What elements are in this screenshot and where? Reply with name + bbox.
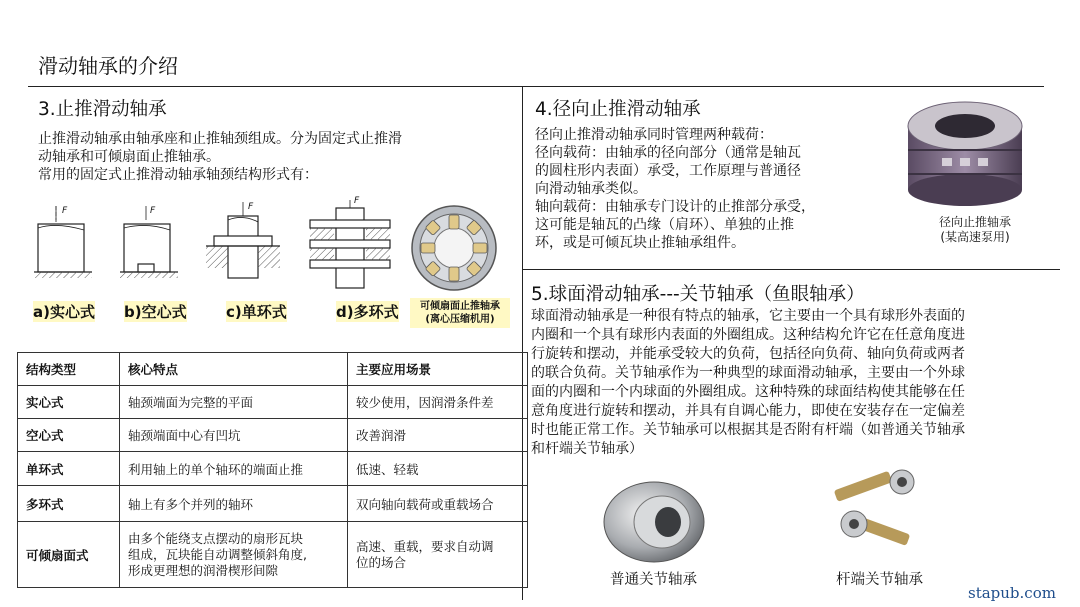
paragraph-line: 径向止推滑动轴承同时管理两种载荷：: [535, 127, 773, 143]
paragraph-line: 面的内圈和一个内球面的外圈组成。这种特殊的球面结构使其能够在任: [531, 384, 965, 400]
caption-tilting-pad: [410, 298, 510, 328]
section-5-title: 5.球面滑动轴承---关节轴承（鱼眼轴承）: [531, 284, 865, 305]
paragraph-line: 的圆柱形内表面）承受，工作原理与普通径: [535, 163, 801, 179]
journal-type-table: [17, 352, 528, 588]
cell-line: 位的场合: [356, 554, 407, 570]
paragraph-line: 的联合负荷。关节轴承作为一种典型的球面滑动轴承，主要由一个外球: [531, 365, 965, 381]
section-5-paragraph: [531, 307, 1061, 459]
caption-line: 可倾扇面止推轴承: [420, 301, 500, 312]
type-cell: 实心式: [18, 386, 120, 419]
radial-thrust-bearing-image: [902, 92, 1028, 210]
header-cell: 核心特点: [120, 353, 348, 386]
rod-end-bearing-image: [824, 468, 944, 566]
section-4-paragraph: [535, 126, 885, 252]
caption-hollow: b)空心式: [124, 303, 187, 321]
table-row: [18, 452, 528, 486]
caption-solid: a)实心式: [33, 303, 95, 321]
thrust-journal-diagrams: [28, 200, 408, 294]
paragraph-line: 动轴承和可倾扇面止推轴承。: [38, 149, 220, 165]
type-cell: 多环式: [18, 486, 120, 522]
paragraph-line: 常用的固定式止推滑动轴承轴颈结构形式有：: [38, 167, 318, 183]
feature-cell: 轴上有多个并列的轴环: [120, 486, 348, 522]
table-row: [18, 522, 528, 588]
rod-end-bearing-caption: 杆端关节轴承: [836, 572, 923, 588]
page-title: 滑动轴承的介绍: [38, 54, 178, 78]
paragraph-line: 环，或是可倾瓦块止推轴承组件。: [535, 235, 745, 251]
feature-cell: 利用轴上的单个轴环的端面止推: [120, 452, 348, 486]
section-4-title: 4.径向止推滑动轴承: [535, 99, 701, 120]
caption-line: (离心压缩机用): [425, 314, 495, 325]
usage-cell: 双向轴向载荷或重载场合: [348, 486, 528, 522]
section-3-paragraph: [38, 130, 508, 184]
feature-cell: 轴颈端面中心有凹坑: [120, 419, 348, 452]
table-row: [18, 419, 528, 452]
usage-cell: 改善润滑: [348, 419, 528, 452]
paragraph-line: 径向载荷：由轴承的径向部分（通常是轴瓦: [535, 145, 801, 161]
title-underline: [28, 86, 1044, 87]
usage-cell: 较少使用，因润滑条件差: [348, 386, 528, 419]
type-cell: 可倾扇面式: [18, 522, 120, 588]
paragraph-line: 行旋转和摆动，并能承受较大的负荷，包括径向负荷、轴向负荷或两者: [531, 346, 965, 362]
caption-multi-ring: d)多环式: [336, 303, 399, 321]
diagram-solid-journal: [34, 206, 92, 278]
paragraph-line: 止推滑动轴承由轴承座和止推轴颈组成。分为固定式止推滑: [38, 131, 402, 147]
header-cell: 主要应用场景: [348, 353, 528, 386]
cell-line: 由多个能绕支点摆动的扇形瓦块: [128, 530, 304, 546]
section-3-title: 3.止推滑动轴承: [38, 99, 167, 120]
paragraph-line: 内圈和一个具有球形内表面的外圈组成。这种结构允许它在任意角度进: [531, 327, 965, 343]
cell-line: 高速、重载，要求自动调: [356, 538, 494, 554]
caption-line: 径向止推轴承: [938, 215, 1011, 229]
load-label: F: [354, 196, 360, 206]
cell-line: 形成更理想的润滑楔形间隙: [128, 562, 279, 578]
load-label: F: [150, 206, 156, 216]
spherical-bearing-image: [598, 474, 710, 566]
paragraph-line: 意角度进行旋转和摆动，并具有自调心能力，即使在安装存在一定偏差: [531, 403, 965, 419]
paragraph-line: 球面滑动轴承是一种很有特点的轴承，它主要由一个具有球形外表面的: [531, 308, 965, 324]
type-cell: 空心式: [18, 419, 120, 452]
cell-line: 组成，瓦块能自动调整倾斜角度,: [128, 546, 307, 562]
caption-single-ring: c)单环式: [226, 303, 287, 321]
header-cell: 结构类型: [18, 353, 120, 386]
table-row: [18, 486, 528, 522]
table-header-row: [18, 353, 528, 386]
feature-cell: 轴颈端面为完整的平面: [120, 386, 348, 419]
paragraph-line: 这可能是轴瓦的凸缘（肩环）、单独的止推: [535, 217, 794, 233]
diagram-single-ring-journal: [206, 202, 280, 278]
usage-cell: 低速、轻载: [348, 452, 528, 486]
caption-line: (某高速泵用): [940, 230, 1010, 244]
table-row: [18, 386, 528, 419]
paragraph-line: 和杆端关节轴承）: [531, 441, 643, 457]
diagram-multi-ring-journal: [310, 200, 390, 288]
paragraph-line: 轴向载荷：由轴承专门设计的止推部分承受，: [535, 199, 815, 215]
feature-cell: [120, 522, 348, 588]
load-label: F: [62, 206, 68, 216]
radial-thrust-caption: [920, 215, 1030, 245]
spherical-bearing-caption: 普通关节轴承: [610, 572, 697, 588]
paragraph-line: 时也能正常工作。关节轴承可以根据其是否附有杆端（如普通关节轴承: [531, 422, 965, 438]
section-divider: [522, 269, 1060, 270]
watermark: stapub.com: [968, 584, 1056, 602]
usage-cell: [348, 522, 528, 588]
type-cell: 单环式: [18, 452, 120, 486]
diagram-hollow-journal: [120, 206, 178, 278]
load-label: F: [248, 202, 254, 212]
tilting-pad-bearing-image: [402, 202, 506, 292]
paragraph-line: 向滑动轴承类似。: [535, 181, 647, 197]
